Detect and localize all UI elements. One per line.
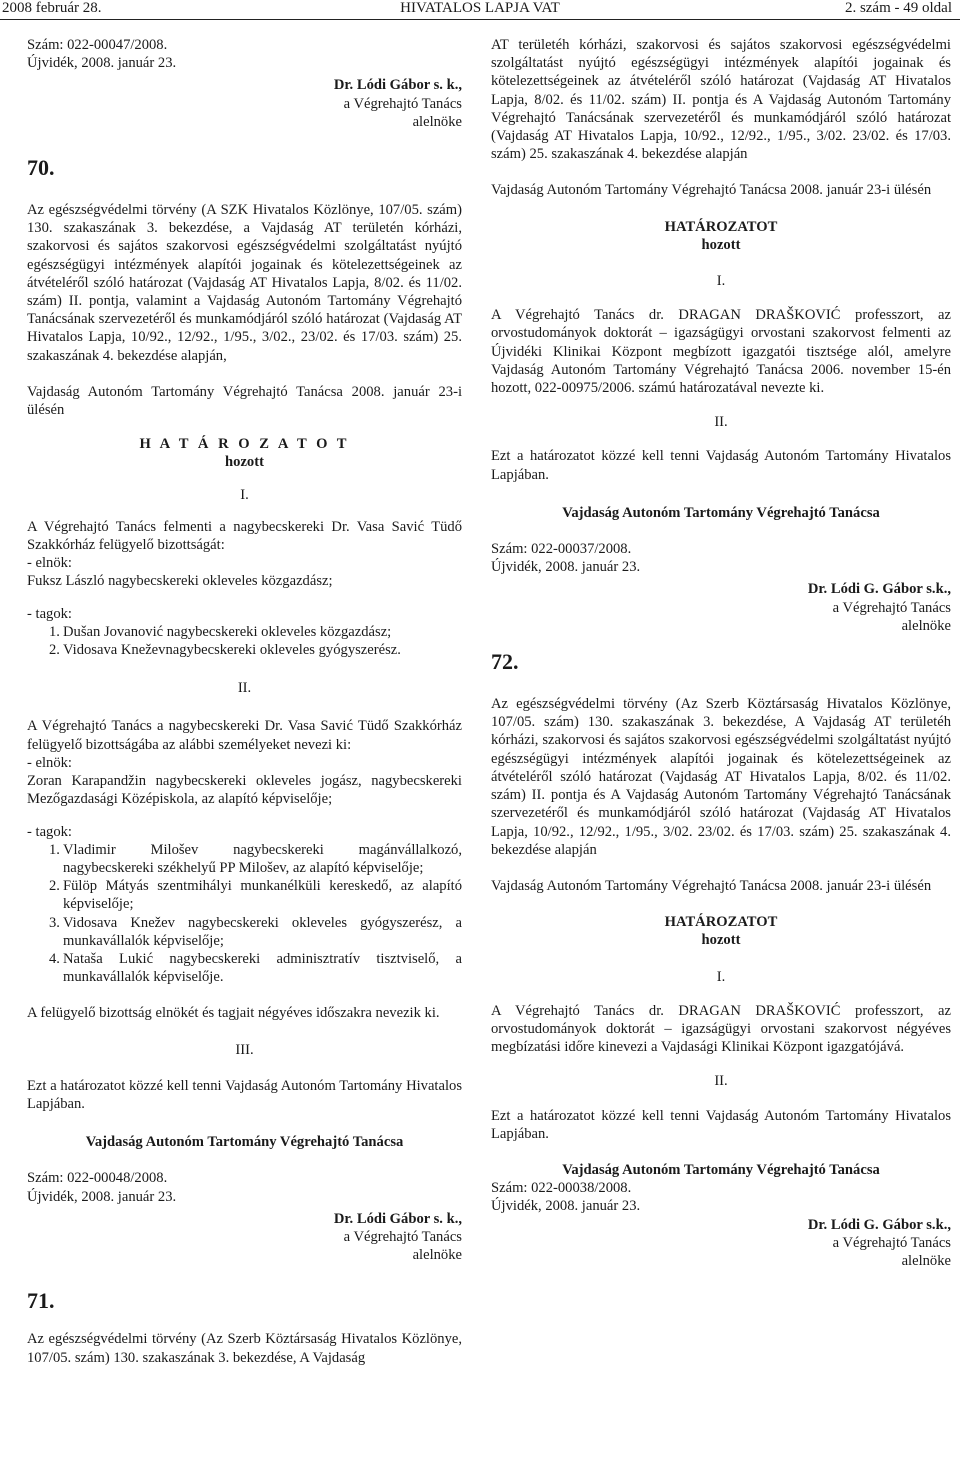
header-rule	[0, 19, 960, 20]
member-item	[27, 950, 462, 986]
preamble: Az egészségvédelmi törvény (Az Szerb Köztársaság Hivatalos Közlönye, 107/05. szám) 130. szakaszának 3. bekezdése, A Vajdaság	[27, 1331, 462, 1366]
member-number: 2.	[49, 642, 60, 659]
paragraph: A Végrehajtó Tanács a nagybecskereki Dr. Vasa Savić Tüdő Szakkórház felügyelő bizottságába az alábbi személyeket nevezi ki:	[27, 718, 462, 753]
signature-name: Dr. Lódi G. Gábor s.k.,	[807, 1216, 951, 1233]
signature-role: a Végrehajtó Tanács	[343, 95, 462, 112]
paragraph: A Végrehajtó Tanács felmenti a nagybecskereki Dr. Vasa Savić Tüdő Szakkórház felügyelő bizottságát:	[27, 518, 462, 554]
paragraph: A Végrehajtó Tanács dr. DRAGAN DRAŠKOVIĆ professzort, az orvostudományok doktorát – igazságügyi orvostani szakorvost négyéves megbízatási időre kinevezi a Vajdasági Klinikai Központ igazgatójává.	[491, 1002, 951, 1056]
left-column	[27, 36, 462, 1367]
decision-heading: H A T Á R O Z A T O T	[139, 436, 350, 453]
member-number: 2.	[49, 878, 60, 895]
member-list	[27, 841, 462, 987]
roman-numeral: II.	[714, 1073, 728, 1090]
signature-role: alelnöke	[901, 617, 951, 634]
member-item	[27, 841, 462, 877]
paragraph: A Végrehajtó Tanács dr. DRAGAN DRAŠKOVIĆ professzort, az orvostudományok doktorát – igazságügyi orvostani szakorvost felmenti az Újvidéki Klinikai Központ megbízott igazgatói tisztsége alól, amelyre Vajdaság Autonóm Tartomány Végrehajtó Tanácsa 2006. november 15-én hozott, 022-00975/2006. számú határozatával nevezte ki.	[491, 307, 951, 397]
session-line: Vajdaság Autonóm Tartomány Végrehajtó Tanácsa 2008. január 23-i ülésén	[27, 383, 462, 419]
preamble: Az egészségvédelmi törvény (Az Szerb Köztársaság Hivatalos Közlönye, 107/05. szám) 130. szakaszának 3. bekezdése, A Vajdaság AT területéh kórházi, szakorvosi és sajátos szakorvosi egészségvédelmi szolgáltatást nyújtó egészségügyi intézmények alapítói jogainak és kötelezettségeinek az átvételéről szóló határozat (Vajdaság AT Hivatalos Lapja, 8/02. és 11/02. szám) II. pontja és A Vajdaság Autonóm Tartomány Végrehajtó Tanácsának szervezetéről és munkamódjáról szóló határozat (Vajdaság AT Hivatalos Lapja, 10/92., 12/92., 1/95., 3/02. 23/02. és 17/03. szám) 25. szakaszának 4. bekezdése alapján	[491, 696, 951, 858]
role-label: - tagok:	[27, 823, 72, 840]
preamble: AT területéh kórházi, szakorvosi és sajátos szakorvosi egészségvédelmi szolgáltatást nyújtó egészségügyi intézmények alapítói jogainak és kötelezettségeinek az átvételéről szóló határozat (Vajdaság AT Hivatalos Lapja, 8/02. és 11/02. szám) II. pontja és A Vajdaság Autonóm Tartomány Végrehajtó Tanácsának szervezetéről és munkamódjáról szóló határozat (Vajdaság AT Hivatalos Lapja, 10/92., 12/92., 1/95., 3/02. 23/02. és 17/03. szám) 25. szakaszának 4. bekezdése alapján	[491, 37, 951, 163]
right-column	[491, 36, 951, 1270]
preamble: Az egészségvédelmi törvény (A SZK Hivatalos Közlönye, 107/05. szám) 130. szakaszának 3. bekezdése, a Vajdaság AT területén kórházi, szakorvosi és sajátos szakorvosi egészségvédelmi szolgáltatást nyújtó egészségügyi intézmények alapítói jogainak és kötelezettségeinek az átvételéről szóló határozat (Vajdaság AT Hivatalos Lapja, 8/02. és 11/02. szám) II. pontja, valamint a Vajdaság Autonóm Tartomány Végrehajtó Tanácsának szervezetéről és munkamódjáról szóló határozat (Vajdaság AT Hivatalos Lapja, 10/92., 12/92., 1/95., 3/02., 23/02. és 17/03. szám) 25. szakaszának 4. bekezdése alapján,	[27, 202, 462, 364]
paragraph: A felügyelő bizottság elnökét és tagjait négyéves időszakra nevezik ki.	[27, 1005, 440, 1022]
signature-role: alelnöke	[901, 1252, 951, 1269]
role-label: - elnök:	[27, 754, 72, 771]
paragraph: Ezt a határozatot közzé kell tenni Vajdaság Autonóm Tartomány Hivatalos Lapjában.	[491, 448, 951, 483]
member-text: Fülöp Mátyás szentmihályi munkanélküli kereskedő, az alapító képviselője;	[63, 878, 462, 913]
member-number: 4.	[49, 950, 60, 967]
issuer: Vajdaság Autonóm Tartomány Végrehajtó Tanácsa	[562, 504, 880, 521]
member-number: 3.	[49, 914, 60, 931]
doc-number: Szám: 022-00048/2008.	[27, 1170, 168, 1187]
decision-heading: HATÁROZATOT	[664, 218, 778, 235]
member-item	[27, 623, 462, 641]
member-number: 1.	[49, 841, 60, 858]
member-text: Dušan Jovanović nagybecskereki okleveles közgazdász;	[63, 623, 392, 640]
journal-title: HIVATALOS LAPJA VAT	[400, 0, 560, 16]
roman-numeral: II.	[714, 414, 728, 431]
signature-name: Dr. Lódi Gábor s. k.,	[333, 77, 462, 94]
place-date: Újvidék, 2008. január 23.	[27, 55, 177, 72]
member-text: Vladimir Milošev nagybecskereki magánvállalkozó, nagybecskereki székhelyű PP Milošev, az alapító képviselője;	[63, 841, 462, 876]
section-number: 72.	[491, 649, 519, 675]
paragraph: Ezt a határozatot közzé kell tenni Vajdaság Autonóm Tartomány Hivatalos Lapjában.	[27, 1077, 462, 1112]
issuer: Vajdaság Autonóm Tartomány Végrehajtó Tanácsa	[85, 1134, 404, 1151]
person-entry: Fuksz László nagybecskereki okleveles közgazdász;	[27, 573, 333, 590]
decision-heading: HATÁROZATOT	[664, 914, 778, 931]
doc-number: Szám: 022-00047/2008.	[27, 37, 168, 53]
section-number: 70.	[27, 155, 55, 181]
member-list	[27, 623, 462, 659]
section-number: 71.	[27, 1288, 55, 1314]
role-label: - tagok:	[27, 605, 72, 622]
decision-subheading: hozott	[225, 454, 264, 471]
member-text: Vidosava Knežev nagybecskereki okleveles gyógyszerész, a munkavállalók képviselője;	[63, 914, 462, 949]
member-item	[27, 914, 462, 950]
session-line: Vajdaság Autonóm Tartomány Végrehajtó Tanácsa 2008. január 23-i ülésén	[491, 877, 932, 894]
roman-numeral: I.	[716, 968, 726, 985]
member-item	[27, 641, 462, 659]
signature-name: Dr. Lódi G. Gábor s.k.,	[807, 581, 951, 598]
place-date: Újvidék, 2008. január 23.	[491, 1198, 641, 1215]
roman-numeral: I.	[240, 486, 249, 503]
issue-date: 2008 február 28.	[2, 0, 102, 16]
doc-number: Szám: 022-00037/2008.	[491, 541, 632, 558]
place-date: Újvidék, 2008. január 23.	[27, 1188, 177, 1205]
doc-number: Szám: 022-00038/2008.	[491, 1180, 632, 1197]
signature-role: a Végrehajtó Tanács	[343, 1228, 462, 1245]
paragraph: Ezt a határozatot közzé kell tenni Vajdaság Autonóm Tartomány Hivatalos Lapjában.	[491, 1107, 951, 1142]
place-date: Újvidék, 2008. január 23.	[491, 559, 641, 576]
member-number: 1.	[49, 623, 60, 640]
signature-role: alelnöke	[412, 113, 462, 130]
member-text: Vidosava Kneževnagybecskereki okleveles gyógyszerész.	[63, 642, 401, 659]
member-item	[27, 877, 462, 913]
page-number: 2. szám - 49 oldal	[844, 0, 952, 16]
signature-role: a Végrehajtó Tanács	[832, 599, 951, 616]
roman-numeral: II.	[237, 680, 252, 697]
signature-role: alelnöke	[412, 1247, 462, 1264]
roman-numeral: I.	[716, 273, 726, 290]
member-text: Nataša Lukić nagybecskereki adminisztratív tisztviselő, a munkavállalók képviselője.	[63, 950, 462, 986]
role-label: - elnök:	[27, 555, 72, 572]
decision-subheading: hozott	[701, 236, 741, 253]
signature-name: Dr. Lódi Gábor s. k.,	[333, 1210, 462, 1227]
roman-numeral: III.	[235, 1041, 254, 1058]
decision-subheading: hozott	[701, 932, 741, 949]
session-line: Vajdaság Autonóm Tartomány Végrehajtó Tanácsa 2008. január 23-i ülésén	[491, 182, 932, 199]
person-entry: Zoran Karapandžin nagybecskereki okleveles jogász, nagybecskereki Mezőgazdasági Középiskola, az alapító képviselője;	[27, 773, 462, 808]
page-header	[0, 0, 960, 20]
issuer: Vajdaság Autonóm Tartomány Végrehajtó Tanácsa	[562, 1161, 880, 1178]
signature-role: a Végrehajtó Tanács	[832, 1234, 951, 1251]
